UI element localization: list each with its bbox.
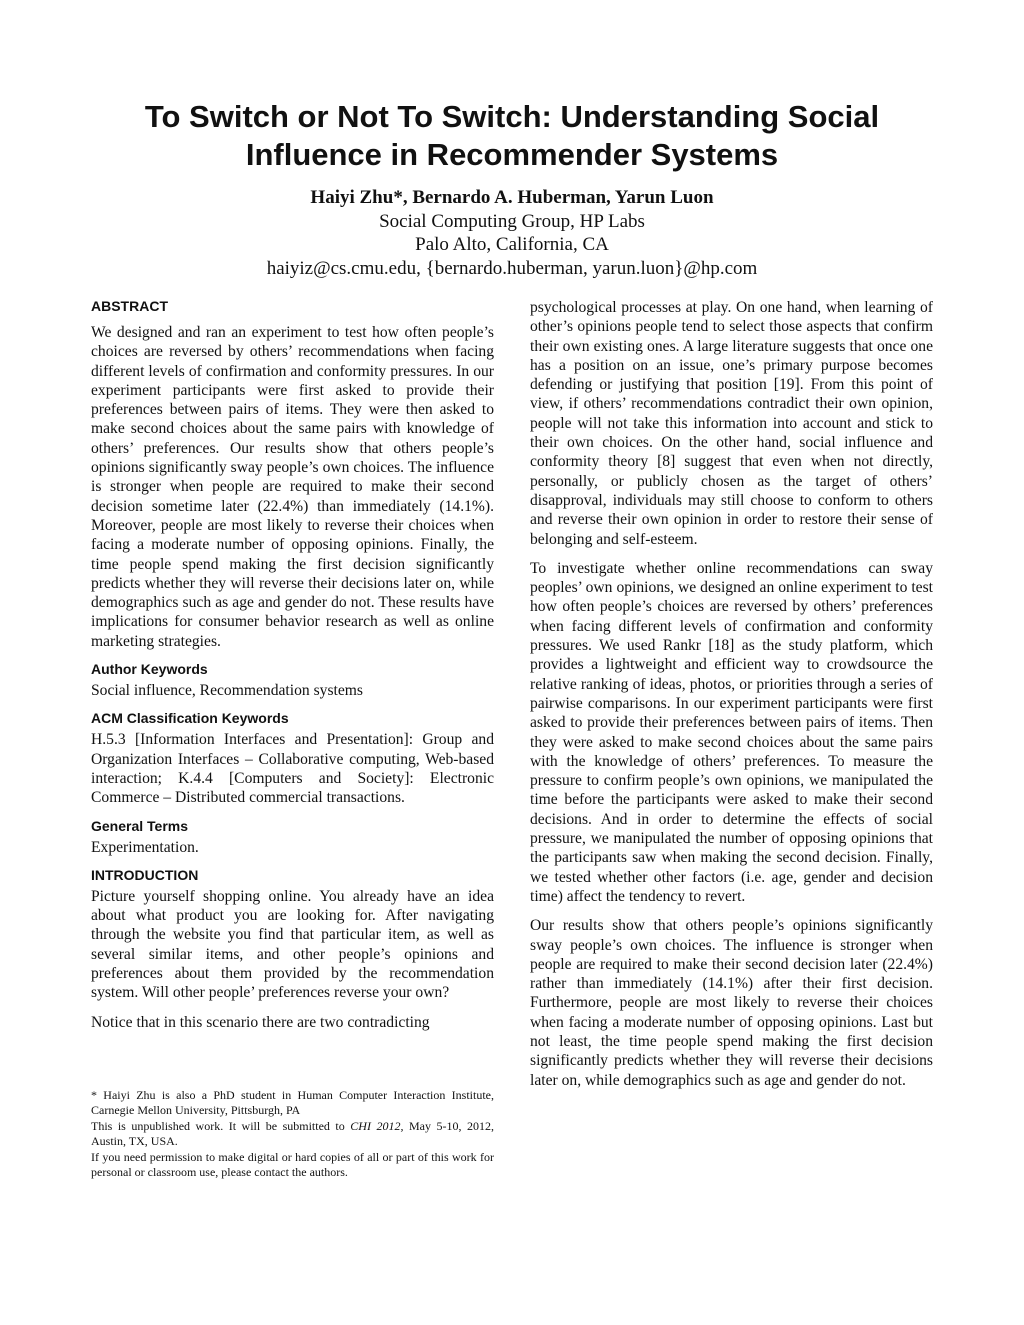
introduction-paragraph: Picture yourself shopping online. You already have an idea about what product you are looking for. After navigating through the website you find that particular item, as well as several similar items, and other people’s opinions and preferences about them provided by the recommendation system. Will other people’ preferences reverse your own? [91, 887, 494, 1002]
general-terms-section [91, 818, 494, 857]
introduction-heading: INTRODUCTION [91, 866, 199, 883]
author-keywords-heading: Author Keywords [91, 661, 208, 678]
author-affiliation: Social Computing Group, HP Labs [379, 210, 645, 232]
right-column [530, 298, 933, 1100]
abstract-section [91, 298, 494, 651]
author-keywords-section [91, 661, 494, 700]
author-block [90, 186, 934, 280]
body-paragraph: To investigate whether online recommendations can sway peoples’ own opinions, we designed an online experiment to test how often people’s choices are reversed by others’ preferences when facing different levels of confirmation and conformity pressures. We used Rankr [18] as the study platform, which provides a lightweight and efficient way to crowdsource the relative ranking of ideas, photos, or priorities through a series of pairwise comparisons. In our experiment participants were first asked to provide their preferences between pairs of items. Then they were asked to make second choices about the same pairs with the knowledge of others’ preferences. To measure the pressure to confirm people’s own opinions, we manipulated the time before the participants were asked to make their second decisions. And in order to determine the effects of social pressure, we manipulated the number of opposing opinions that the participants saw when making the second decision. Finally, we tested whether other factors (i.e. age, gender and decision time) affect the tendency to revert. [530, 559, 933, 905]
author-names: Haiyi Zhu*, Bernardo A. Huberman, Yarun Luon [310, 187, 714, 208]
body-paragraph: Our results show that others people’s opinions significantly sway people’s own choices. The influence is stronger when people are required to make their second decision later (22.4%) rather than immediately (14.1%) after their first decision. Furthermore, people are most likely to reverse their choices when facing a moderate number of opposing opinions. Last but not least, the time people spend making the first decision significantly predicts whether they will reverse their decisions later on, while demographics such as age and gender do not. [530, 917, 933, 1089]
left-column [91, 298, 494, 1038]
footnote-affiliation: * Haiyi Zhu is also a PhD student in Human Computer Interaction Institute, Carnegie Mellon University, Pittsburgh, PA [91, 1088, 494, 1118]
acm-keywords-body: H.5.3 [Information Interfaces and Presentation]: Group and Organization Interfaces – Collaborative computing, Web-based interaction; K.4.4 [Computers and Society]: Electronic Commerce – Distributed commercial transactions. [91, 731, 494, 807]
footnote-permission: If you need permission to make digital or hard copies of all or part of this work for personal or classroom use, please contact the authors. [91, 1149, 494, 1180]
introduction-section [91, 867, 494, 1032]
body-paragraph: psychological processes at play. On one hand, when learning of other’s opinions people tend to select those aspects that confirm their own existing ones. A large literature suggests that once one has a position on an issue, one’s primary purpose becomes defending or justifying that position [19]. From this point of view, if others’ recommendations contradict their own opinion, people will not take this information into account and stick to their own choices. On the other hand, social influence and conformity theory [8] suggest that even when not directly, personally, or publicly chosen as the target of others’ disapproval, individuals may still choose to conform to others and reverse their own opinion in order to restore their sense of belonging and self-esteem. [530, 299, 933, 548]
author-location: Palo Alto, California, CA [415, 234, 609, 255]
general-terms-heading: General Terms [91, 817, 189, 834]
footnotes [91, 1088, 494, 1180]
acm-keywords-section [91, 710, 494, 807]
acm-keywords-heading: ACM Classification Keywords [91, 710, 289, 727]
introduction-paragraph: Notice that in this scenario there are two contradicting [91, 1013, 430, 1031]
footnote-venue: CHI 2012, [350, 1118, 404, 1133]
paper-title: To Switch or Not To Switch: Understanding Social Influence in Recommender Systems [144, 99, 880, 172]
general-terms-body: Experimentation. [91, 838, 199, 856]
abstract-heading: ABSTRACT [91, 298, 168, 314]
abstract-body: We designed and ran an experiment to test how often people’s choices are reversed by others’ recommendations when facing different levels of confirmation and conformity pressures. In our experiment participants were first asked to provide their preferences between pairs of items. They were then asked to make second choices about the same pairs with knowledge of others’ preferences. Our results show that others people’s opinions significantly sway people’s own choices. The influence is stronger when people are required to make their second decision sometime later (22.4%) than immediately (14.1%). Moreover, people are most likely to reverse their choices when facing a moderate number of opposing opinions. Finally, the time people spend making the first decision significantly predicts whether they will reverse their decisions later on, while demographics such as age and gender do not. These results have implications for consumer behavior research as well as online marketing strategies. [91, 324, 494, 650]
footnote-submission: This is unpublished work. It will be submitted to CHI 2012, May 5-10, 2012, Austin, TX, USA. [91, 1118, 495, 1149]
author-keywords-body: Social influence, Recommendation systems [91, 682, 363, 700]
author-emails: haiyiz@cs.cmu.edu, {bernardo.huberman, yarun.luon}@hp.com [266, 257, 758, 279]
